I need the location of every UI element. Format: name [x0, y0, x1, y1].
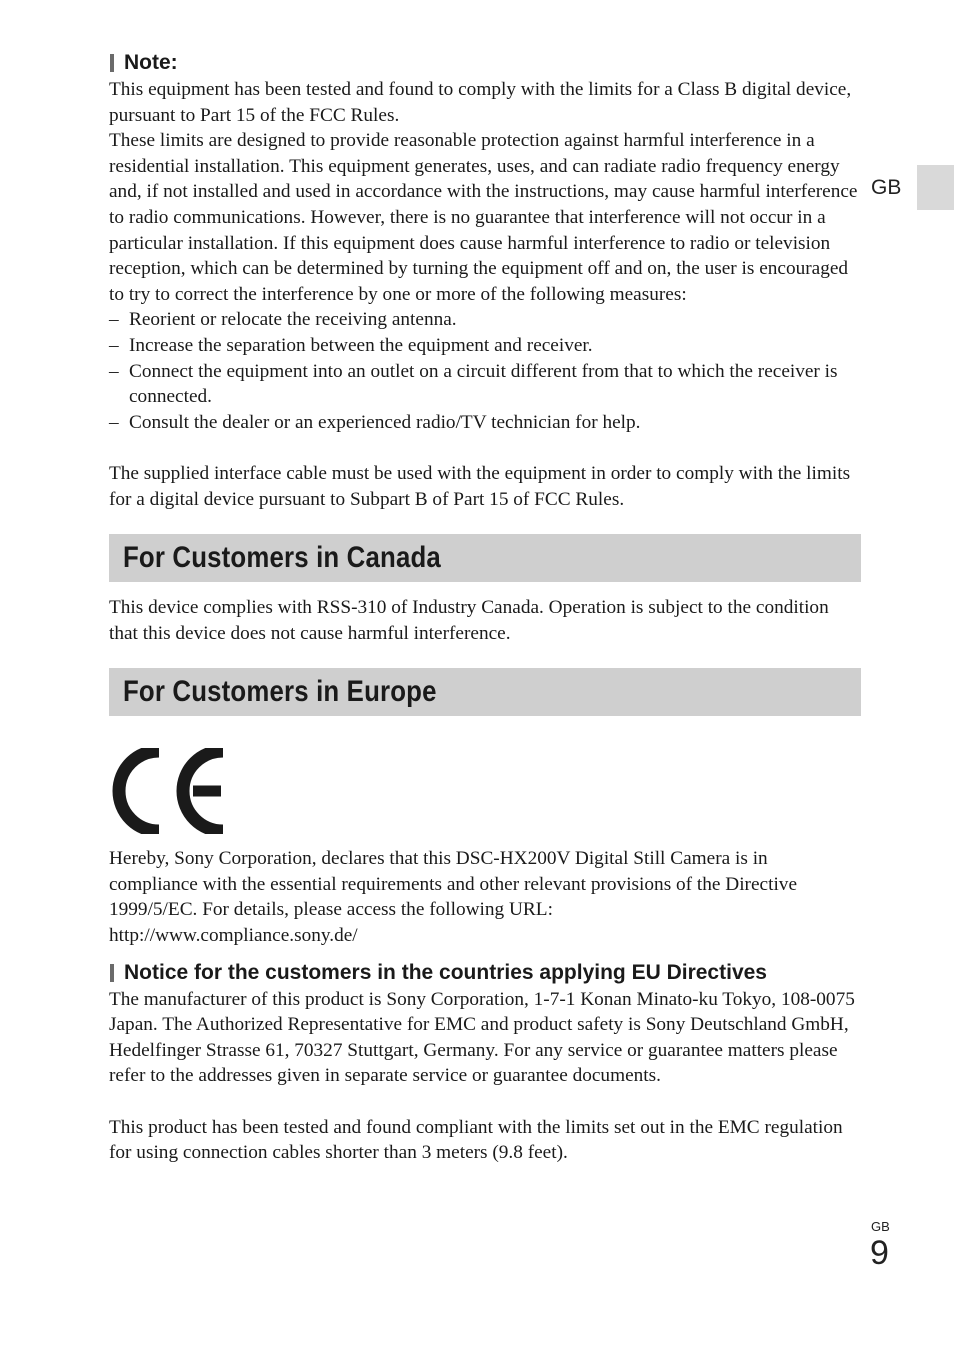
note-heading	[109, 49, 861, 77]
section-heading-europe	[109, 668, 861, 716]
page-number: 9	[870, 1234, 889, 1272]
declaration-paragraph: Hereby, Sony Corporation, declares that this DSC-HX200V Digital Still Camera is in compliance with the essential requirements and other relevant provisions of the Directive 1999/5/EC. For details, please access the following URL:	[109, 848, 798, 921]
emc-paragraph: This product has been tested and found compliant with the limits set out in the EMC regulation for using connection cables shorter than 3 meters (9.8 feet).	[109, 1116, 843, 1164]
section-title-canada: For Customers in Canada	[123, 541, 441, 575]
footer-language: GB	[871, 1219, 890, 1234]
side-language-label: GB	[871, 176, 902, 199]
side-language-tab	[917, 165, 954, 210]
ce-mark-icon	[109, 748, 861, 834]
canada-paragraph: This device complies with RSS-310 of Industry Canada. Operation is subject to the condition that this device does not cause harmful interference.	[109, 597, 829, 644]
measures-list	[109, 307, 861, 435]
note-heading-text: Note:	[124, 51, 178, 74]
list-item: – Connect the equipment into an outlet on a circuit different from that to which the receiver is connected.	[109, 360, 838, 408]
list-item: – Reorient or relocate the receiving antenna.	[109, 309, 457, 331]
heading-bar-marker	[110, 964, 114, 982]
compliance-url: http://www.compliance.sony.de/	[109, 925, 358, 947]
eu-notice-heading-text: Notice for the customers in the countries applying EU Directives	[124, 960, 767, 984]
page-content	[109, 49, 861, 1166]
section-heading-canada	[109, 534, 861, 582]
manufacturer-paragraph: The manufacturer of this product is Sony Corporation, 1-7-1 Konan Minato-ku Tokyo, 108-0075 Japan. The Authorized Representative for EMC and product safety is Sony Deutschland GmbH, Hedelfinger Strasse 61, 70327 Stuttgart, Germany. For any service or guarantee matters please refer to the addresses given in separate service or guarantee documents.	[109, 988, 855, 1087]
list-item: – Consult the dealer or an experienced radio/TV technician for help.	[109, 411, 641, 433]
heading-bar-marker	[110, 54, 114, 72]
note-paragraph: This equipment has been tested and found to comply with the limits for a Class B digital device, pursuant to Part 15 of the FCC Rules.	[109, 79, 852, 126]
eu-notice-heading	[109, 959, 861, 987]
section-title-europe: For Customers in Europe	[123, 675, 437, 709]
cable-paragraph: The supplied interface cable must be used with the equipment in order to comply with the limits for a digital device pursuant to Subpart B of Part 15 of FCC Rules.	[109, 462, 851, 510]
list-item: – Increase the separation between the equipment and receiver.	[109, 334, 593, 356]
note-paragraph: These limits are designed to provide reasonable protection against harmful interference in a residential installation. This equipment generates, uses, and can radiate radio frequency energy and, if not installed and used in accordance with the instructions, may cause harmful interference to radio communications. However, there is no guarantee that interference will not occur in a particular installation. If this equipment does cause harmful interference to radio or television reception, which can be determined by turning the equipment off and on, the user is encouraged to try to correct the interference by one or more of the following measures:	[109, 130, 858, 305]
